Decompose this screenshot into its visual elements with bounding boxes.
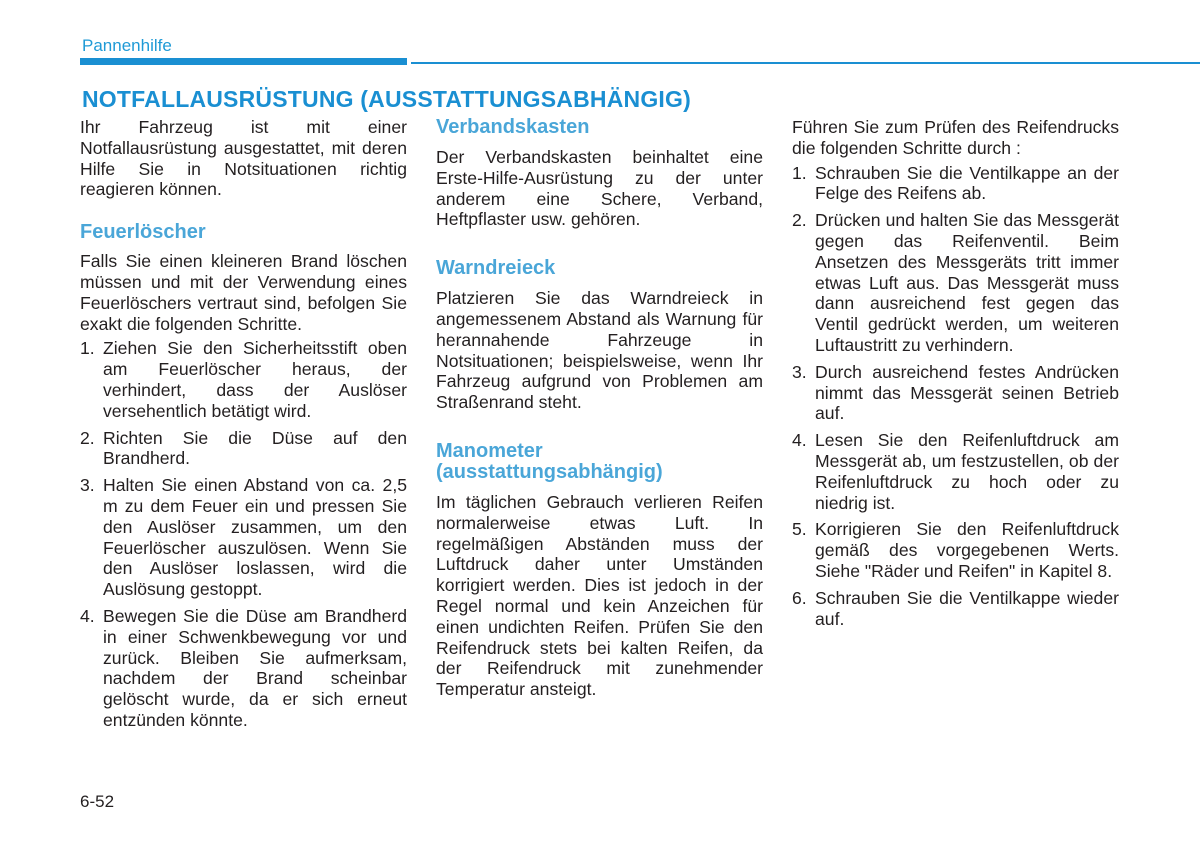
list-item: 5. Korrigieren Sie den Reifenluftdruck gemäß des vorgegebenen Werts. Siehe "Räder und Reifen" in Kapitel 8. — [792, 519, 1119, 581]
column-3 — [792, 117, 1119, 629]
page-number: 6-52 — [80, 792, 115, 811]
warning-triangle-paragraph: Platzieren Sie das Warndreieck in angemessenem Abstand als Warnung für herannahende Fahrzeuge in Notsituationen; beispielsweise, wenn Ihr Fahrzeug aufgrund von Problemen am Straßenrand steht. — [436, 288, 763, 413]
header-rule-thin — [411, 62, 1200, 64]
list-item: 3. Durch ausreichend festes Andrücken nimmt das Messgerät seinen Betrieb auf. — [792, 361, 1119, 424]
list-item: 2. Drücken und halten Sie das Messgerät gegen das Reifenventil. Beim Ansetzen des Messgeräts tritt immer etwas Luft aus. Das Messgerät muss dann ausreichend fest gegen das Ventil gedrückt werden, um weiteren Luftaustritt zu verhindern. — [792, 210, 1119, 355]
list-item: 2. Richten Sie die Düse auf den Brandherd. — [80, 427, 407, 469]
heading-pressure-gauge: Manometer (ausstattungsabhängig) — [436, 439, 663, 483]
list-item: 1. Ziehen Sie den Sicherheitsstift oben am Feuerlöscher heraus, der verhindert, dass der Auslöser versehentlich betätigt wird. — [80, 338, 407, 421]
list-item: 1. Schrauben Sie die Ventilkappe an der Felge des Reifens ab. — [792, 162, 1119, 204]
list-item: 6. Schrauben Sie die Ventilkappe wieder auf. — [792, 587, 1119, 629]
fire-extinguisher-paragraph: Falls Sie einen kleineren Brand löschen müssen und mit der Verwendung eines Feuerlöschers vertraut sind, befolgen Sie exakt die folgenden Schritte. — [80, 251, 407, 334]
list-item: 4. Lesen Sie den Reifenluftdruck am Messgerät ab, um festzustellen, ob der Reifenluftdruck zu hoch oder zu niedrig ist. — [792, 430, 1119, 513]
first-aid-kit-paragraph: Der Verbandskasten beinhaltet eine Erste-Hilfe-Ausrüstung zu der unter anderem eine Schere, Verband, Heftpflaster usw. gehören. — [436, 147, 763, 230]
heading-fire-extinguisher: Feuerlöscher — [80, 221, 206, 244]
page-title: NOTFALLAUSRÜSTUNG (AUSSTATTUNGSABHÄNGIG) — [82, 86, 691, 112]
header-rule-thick — [80, 58, 407, 65]
list-item: 4. Bewegen Sie die Düse am Brandherd in einer Schwenkbewegung vor und zurück. Bleiben Sie aufmerksam, nachdem der Brand scheinbar gelöscht wurde, da er sich erneut entzünden könnte. — [80, 605, 407, 730]
heading-warning-triangle: Warndreieck — [436, 257, 556, 280]
pressure-gauge-paragraph: Im täglichen Gebrauch verlieren Reifen normalerweise etwas Luft. In regelmäßigen Abständen muss der Luftdruck daher unter Umständen korrigiert werden. Dies ist jedoch in der Regel normal und kein Anzeichen für einen undichten Reifen. Prüfen Sie den Reifendruck stets bei kalten Reifen, da der Reifendruck mit zunehmender Temperatur ansteigt. — [436, 491, 763, 700]
tire-check-steps — [792, 163, 1119, 630]
section-label: Pannenhilfe — [82, 36, 172, 55]
column-2 — [436, 117, 763, 700]
column-1 — [80, 117, 407, 731]
fire-extinguisher-steps — [80, 338, 407, 730]
tire-check-intro: Führen Sie zum Prüfen des Reifendrucks die folgenden Schritte durch : — [792, 117, 1119, 158]
list-item: 3. Halten Sie einen Abstand von ca. 2,5 m zu dem Feuer ein und pressen Sie den Auslöser zusammen, um den Feuerlöscher auszulösen. Wenn Sie den Auslöser loslassen, wird die Auslösung gestoppt. — [80, 475, 407, 600]
intro-paragraph: Ihr Fahrzeug ist mit einer Notfallausrüstung ausgestattet, mit deren Hilfe Sie in Notsituationen richtig reagieren können. — [80, 117, 407, 200]
heading-first-aid-kit: Verbandskasten — [436, 116, 590, 138]
